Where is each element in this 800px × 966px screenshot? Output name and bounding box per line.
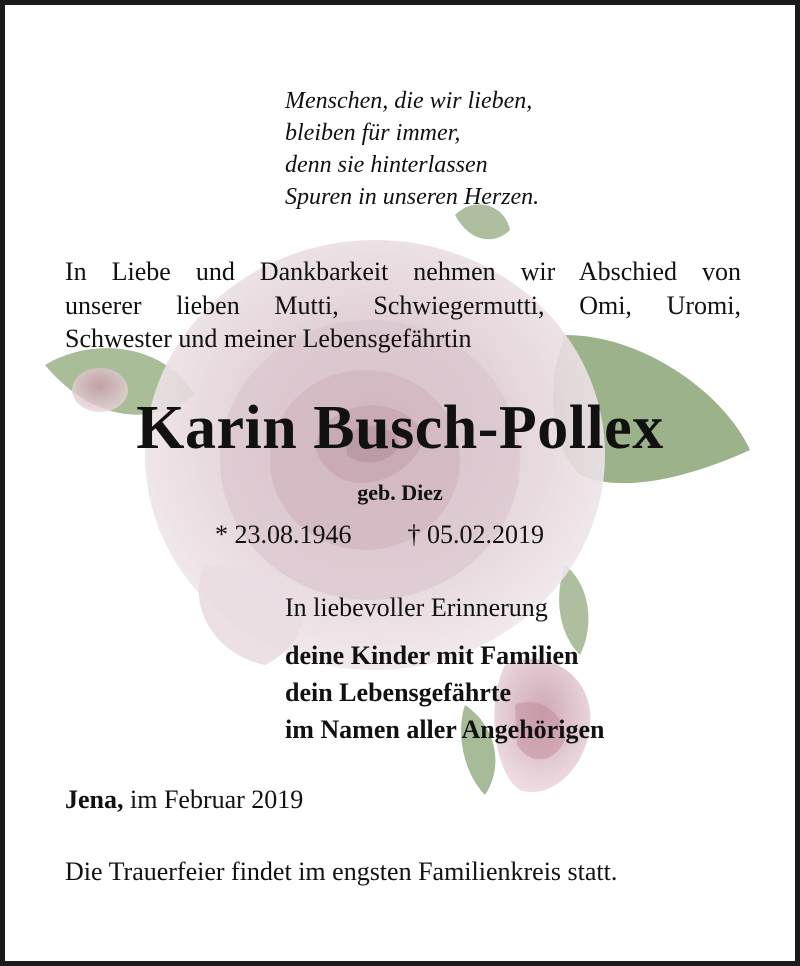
poem-line: Spuren in unseren Herzen. <box>285 184 540 210</box>
poem-line: bleiben für immer, <box>285 120 461 146</box>
deceased-name: Karin Busch-Pollex <box>136 394 664 462</box>
mourner: dein Lebensgefährte <box>285 678 512 707</box>
poem-line: Menschen, die wir lieben, <box>285 88 533 114</box>
memorial-poem <box>285 85 705 213</box>
intro-line: Schwester und meiner Lebensgefährtin <box>65 324 472 353</box>
life-dates <box>215 520 544 550</box>
mourner: im Namen aller Angehörigen <box>285 715 605 744</box>
poem-line: denn sie hinterlassen <box>285 152 488 178</box>
notice-date: im Februar 2019 <box>130 785 304 814</box>
birth-name: geb. Diez <box>357 480 443 505</box>
death-date: † 05.02.2019 <box>407 520 544 549</box>
intro-line: In Liebe und Dankbarkeit nehmen wir Abschied von <box>65 257 741 286</box>
mourners-list <box>285 637 604 748</box>
memory-text: In liebevoller Erinnerung <box>285 593 548 622</box>
farewell-intro <box>65 255 741 356</box>
mourner: deine Kinder mit Familien <box>285 641 579 670</box>
place-date <box>65 785 303 815</box>
funeral-note: Die Trauerfeier findet im engsten Familienkreis statt. <box>65 857 618 886</box>
birth-date: * 23.08.1946 <box>215 520 352 549</box>
intro-line: unserer lieben Mutti, Schwiegermutti, Omi, Uromi, <box>65 290 741 320</box>
place-city: Jena, <box>65 785 124 814</box>
